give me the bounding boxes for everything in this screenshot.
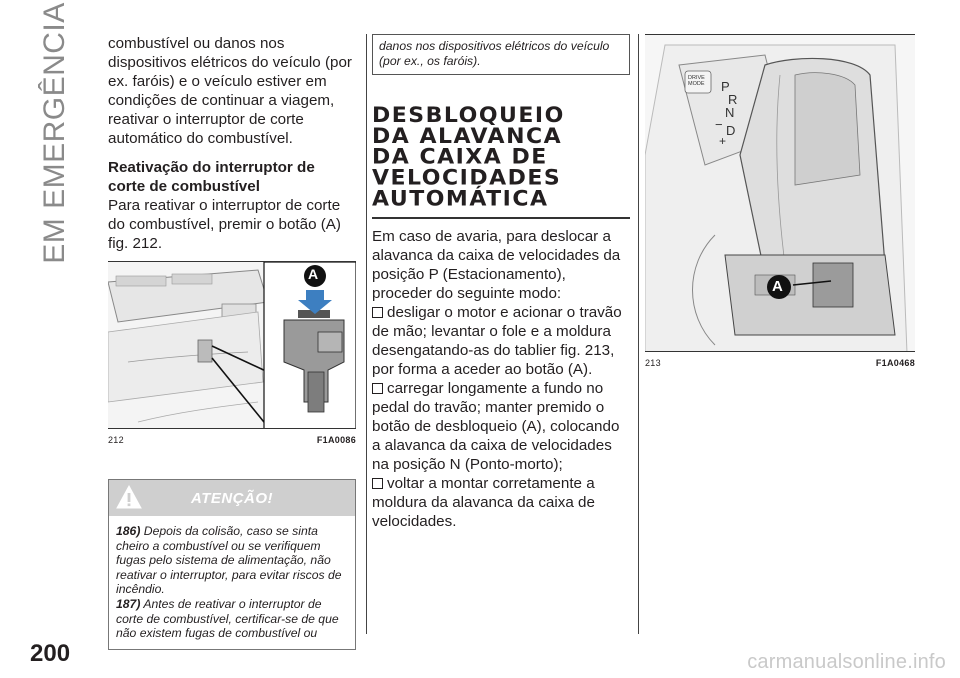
figure-213-code: F1A0468: [875, 358, 915, 368]
gear-minus: −: [715, 117, 723, 132]
figure-212-callout-a: A: [308, 266, 319, 282]
figure-213-callout-a: A: [772, 278, 783, 295]
column-1: [108, 34, 356, 650]
checkbox-bullet-icon: [372, 307, 383, 318]
figure-213-number: 213: [645, 358, 661, 368]
warning-triangle-icon: [115, 484, 143, 510]
figure-212-code: F1A0086: [316, 435, 356, 445]
figure-212-number: 212: [108, 435, 124, 445]
col1-paragraph: combustível ou danos nos dispositivos elétricos do veículo (por ex. faróis) e o veículo estiver em condições de continuar a viagem, reativar o interruptor de corte automático do combustível.: [108, 35, 352, 147]
page-number: 200: [30, 640, 71, 667]
gear-lever-illustration: [645, 35, 915, 352]
section-title: DESBLOQUEIO DA ALAVANCA DA CAIXA DE VELOCIDADES AUTOMÁTICA: [372, 104, 565, 212]
warning-box: [108, 479, 356, 650]
procedure-step: desligar o motor e acionar o travão de mão; levantar o fole e a moldura desengatando-as do tablier fig. 213, por forma a aceder ao botão (A).: [372, 303, 622, 378]
figure-213-caption: [645, 358, 915, 368]
column-divider: [638, 34, 639, 634]
drive-mode-label: DRIVE MODE: [688, 75, 705, 87]
gear-n: N: [725, 105, 735, 120]
warning-header: [109, 480, 355, 516]
col1-paragraph2: Para reativar o interruptor de corte do combustível, premir o botão (A) fig. 212.: [108, 197, 341, 252]
figure-212: [108, 261, 356, 429]
warning-item: 187) Antes de reativar o interruptor de corte de combustível, certificar-se de que não existem fugas de combustível ou: [116, 596, 339, 641]
watermark: carmanualsonline.info: [747, 651, 946, 673]
checkbox-bullet-icon: [372, 383, 383, 394]
warning-item: 186) Depois da colisão, caso se sinta cheiro a combustível ou se verifiquem fugas pelo sistema de alimentação, não reativar o interruptor, para evitar riscos de incêndio.: [116, 524, 342, 597]
procedure-step: voltar a montar corretamente a moldura da alavanca da caixa de velocidades.: [372, 474, 595, 530]
gear-plus: +: [719, 134, 727, 148]
title-underline: [372, 217, 630, 219]
procedure-step: carregar longamente a fundo no pedal do travão; manter premido o botão de desbloqueio (A), colocando a alavanca da caixa de velocidades na posição N (Ponto-morto);: [372, 379, 620, 473]
reactivation-heading: Reativação do interruptor de corte de combustível: [108, 159, 315, 195]
figure-213: [645, 34, 915, 352]
fuel-cutoff-illustration: [108, 262, 356, 429]
warning-title: ATENÇÃO!: [190, 489, 274, 507]
checkbox-bullet-icon: [372, 478, 383, 489]
gear-r: R: [728, 92, 738, 107]
column-divider: [366, 34, 367, 634]
gear-p: P: [721, 79, 730, 94]
section-side-tab: [30, 2, 80, 264]
figure-212-caption: [108, 435, 356, 445]
gear-d: D: [726, 123, 736, 138]
column-2: [372, 34, 630, 531]
warning-body: [109, 516, 355, 649]
warning-continuation: danos nos dispositivos elétricos do veículo (por ex., os faróis).: [372, 34, 630, 75]
section-side-tab-label: EM EMERGÊNCIA: [38, 2, 71, 264]
procedure-intro: Em caso de avaria, para deslocar a alavanca da caixa de velocidades da posição P (Estacionamento), proceder do seguinte modo:: [372, 227, 621, 302]
column-3: [645, 34, 915, 368]
